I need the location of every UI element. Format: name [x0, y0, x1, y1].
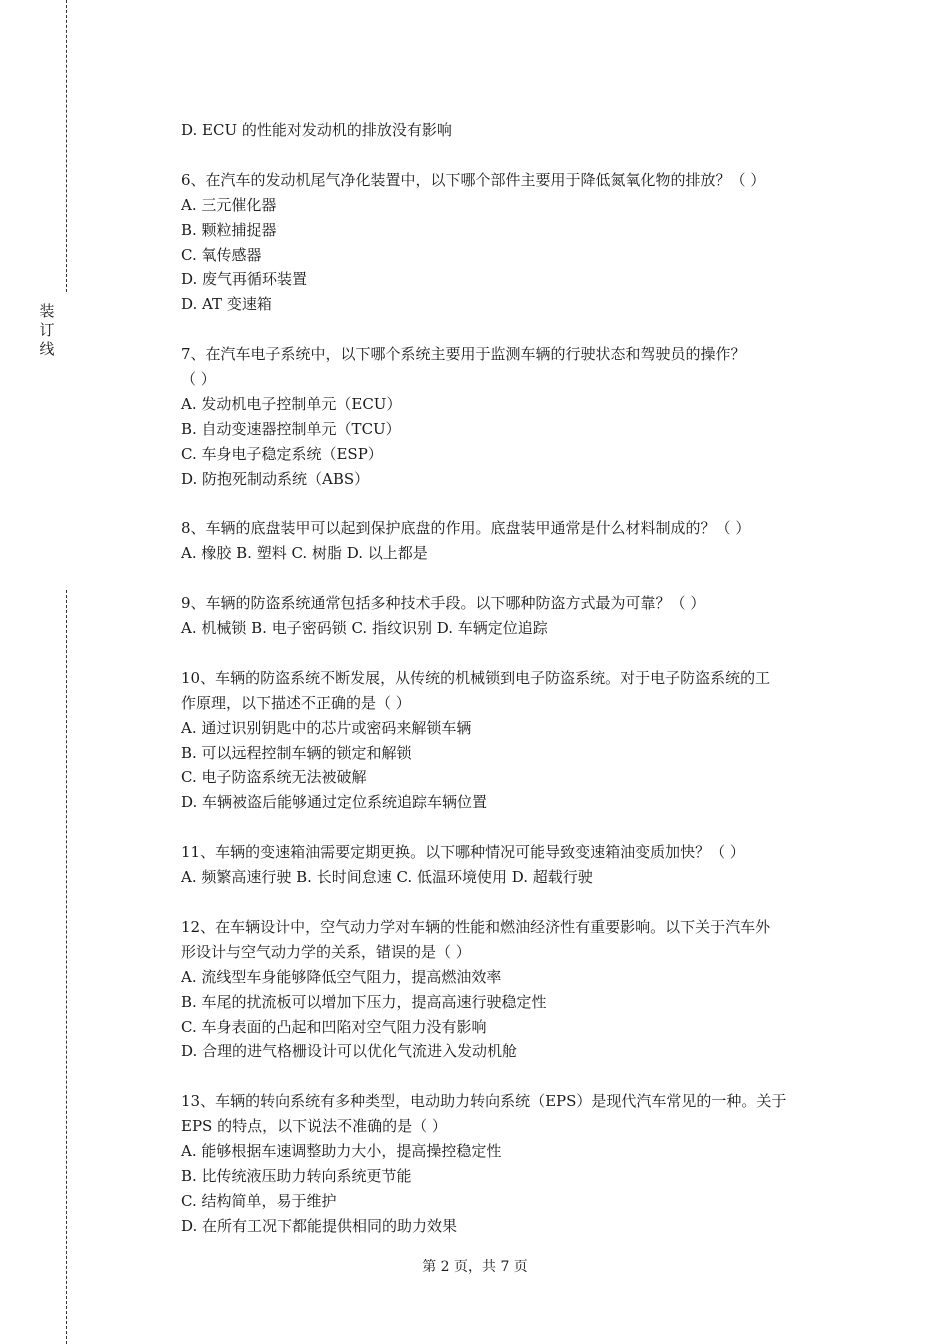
question-12 [181, 915, 841, 1064]
question-8 [181, 516, 841, 566]
question-7 [181, 342, 841, 491]
question-list [181, 118, 841, 1239]
option: A. 流线型车身能够降低空气阻力，提高燃油效率 [181, 967, 502, 986]
option: A. 橡胶 B. 塑料 C. 树脂 D. 以上都是 [181, 544, 428, 563]
option: A. 频繁高速行驶 B. 长时间怠速 C. 低温环境使用 D. 超载行驶 [181, 868, 593, 887]
option: C. 电子防盗系统无法被破解 [181, 768, 367, 787]
question-10 [181, 666, 841, 815]
option: A. 能够根据车速调整助力大小，提高操控稳定性 [181, 1142, 502, 1161]
question-stem: 13、车辆的转向系统有多种类型，电动助力转向系统（EPS）是现代汽车常见的一种。关于 [181, 1092, 787, 1111]
option: B. 车尾的扰流板可以增加下压力，提高高速行驶稳定性 [181, 992, 547, 1011]
question-stem: 10、车辆的防盗系统不断发展，从传统的机械锁到电子防盗系统。对于电子防盗系统的工 [181, 668, 771, 687]
question-11 [181, 840, 841, 890]
option: A. 三元催化器 [181, 195, 277, 214]
previous-question-option: D. ECU 的性能对发动机的排放没有影响 [181, 121, 452, 139]
question-stem: 7、在汽车电子系统中，以下哪个系统主要用于监测车辆的行驶状态和驾驶员的操作？ [181, 345, 746, 364]
question-stem-continued: EPS 的特点，以下说法不准确的是（ ） [181, 1117, 447, 1136]
option: A. 通过识别钥匙中的芯片或密码来解锁车辆 [181, 718, 472, 737]
option: D. 车辆被盗后能够通过定位系统追踪车辆位置 [181, 793, 488, 812]
option: D. AT 变速箱 [181, 295, 272, 314]
option: B. 比传统液压助力转向系统更节能 [181, 1166, 412, 1185]
option: A. 机械锁 B. 电子密码锁 C. 指纹识别 D. 车辆定位追踪 [181, 619, 548, 638]
option: D. 合理的进气格栅设计可以优化气流进入发动机舱 [181, 1042, 518, 1061]
option: A. 发动机电子控制单元（ECU） [181, 394, 402, 413]
question-6 [181, 168, 841, 317]
question-stem: 12、在车辆设计中，空气动力学对车辆的性能和燃油经济性有重要影响。以下关于汽车外 [181, 917, 771, 936]
option: C. 车身电子稳定系统（ESP） [181, 444, 383, 463]
question-stem-continued: （ ） [181, 370, 216, 389]
option: B. 自动变速器控制单元（TCU） [181, 419, 401, 438]
option: D. 防抱死制动系统（ABS） [181, 469, 370, 488]
option: C. 结构简单，易于维护 [181, 1191, 337, 1210]
option: B. 颗粒捕捉器 [181, 220, 277, 239]
page-number-footer: 第 2 页，共 7 页 [422, 1259, 528, 1275]
question-stem: 9、车辆的防盗系统通常包括多种技术手段。以下哪种防盗方式最为可靠？（ ） [181, 594, 706, 613]
binding-label: 装订线 [39, 302, 55, 358]
question-9 [181, 591, 841, 641]
option: D. 在所有工况下都能提供相同的助力效果 [181, 1216, 458, 1235]
option: C. 氧传感器 [181, 245, 262, 264]
question-stem-continued: 作原理，以下描述不正确的是（ ） [181, 693, 411, 712]
option: C. 车身表面的凸起和凹陷对空气阻力没有影响 [181, 1017, 487, 1036]
question-stem: 11、车辆的变速箱油需要定期更换。以下哪种情况可能导致变速箱油变质加快？（ ） [181, 843, 745, 862]
option: B. 可以远程控制车辆的锁定和解锁 [181, 743, 412, 762]
binding-dashed-line-top [66, 0, 67, 292]
question-13 [181, 1089, 841, 1238]
question-stem: 8、车辆的底盘装甲可以起到保护底盘的作用。底盘装甲通常是什么材料制成的？（ ） [181, 519, 751, 538]
binding-dashed-line-bottom [66, 590, 67, 1344]
question-stem: 6、在汽车的发动机尾气净化装置中，以下哪个部件主要用于降低氮氧化物的排放？（ ） [181, 170, 766, 189]
question-stem-continued: 形设计与空气动力学的关系，错误的是（ ） [181, 942, 471, 961]
option: D. 废气再循环装置 [181, 270, 308, 289]
